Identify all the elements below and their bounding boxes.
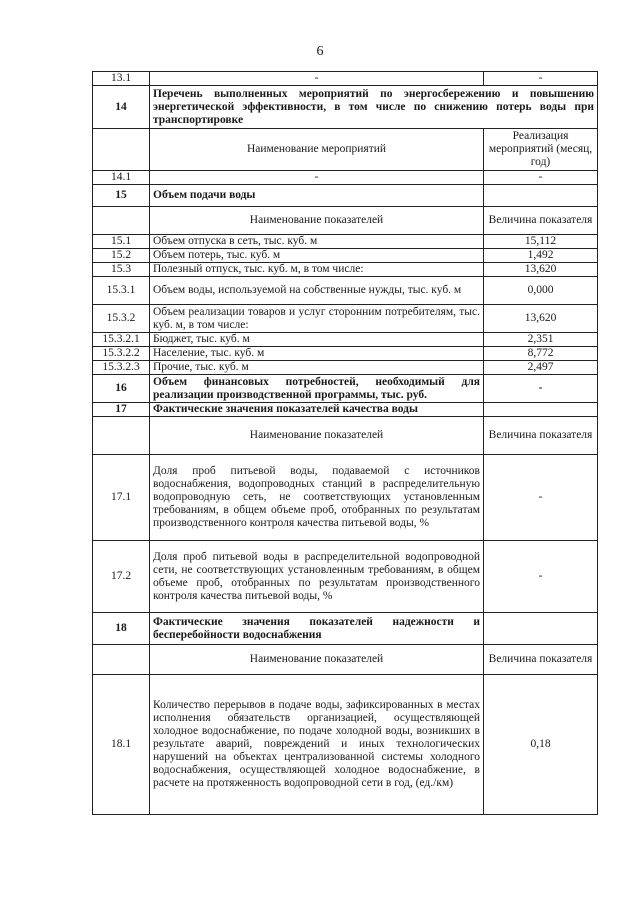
section-title: Перечень выполненных мероприятий по энергосбережению и повышению энергетической эффективности, в том числе по снижению потерь воды при транспортировке (150, 86, 598, 129)
section-value (484, 403, 598, 417)
table-row (93, 455, 598, 541)
item-text: Полезный отпуск, тыс. куб. м, в том числе: (150, 263, 484, 277)
table-row (93, 235, 598, 249)
item-number: 15.3.1 (93, 277, 150, 305)
section-value (484, 185, 598, 207)
item-number: 17.2 (93, 541, 150, 613)
section-title: Фактические значения показателей качества воды (150, 403, 484, 417)
table-row (93, 417, 598, 455)
table-row (93, 277, 598, 305)
table-row (93, 263, 598, 277)
item-value: - (484, 171, 598, 185)
section-title: Объем финансовых потребностей, необходимый для реализации производственной программы, тыс. руб. (150, 375, 484, 403)
item-text: Объем реализации товаров и услуг сторонним потребителям, тыс. куб. м, в том числе: (150, 305, 484, 333)
table-row (93, 207, 598, 235)
section-value (484, 613, 598, 645)
table-row (93, 375, 598, 403)
item-number: 15.2 (93, 249, 150, 263)
item-number: 14.1 (93, 171, 150, 185)
item-value: - (484, 455, 598, 541)
column-header-name: Наименование показателей (150, 417, 484, 455)
table-row (93, 347, 598, 361)
row-number-cell (93, 417, 150, 455)
page-number: 6 (316, 44, 324, 59)
item-text: Количество перерывов в подаче воды, зафиксированных в местах исполнения обязательств организацией, осуществляющей холодное водоснабжение, по подаче холодной воды, возникших в результате аварий, повреждений и иных технологических нарушений на объектах централизованной системы холодного водоснабжения, осуществляющей холодное водоснабжение, в расчете на протяженность водопроводной сети в год, (ед./км) (150, 675, 484, 815)
item-value: 15,112 (484, 235, 598, 249)
column-header-name: Наименование показателей (150, 207, 484, 235)
item-number: 13.1 (93, 72, 150, 86)
report-table (92, 71, 598, 815)
item-number: 18.1 (93, 675, 150, 815)
section-number: 16 (93, 375, 150, 403)
item-number: 15.3.2.3 (93, 361, 150, 375)
item-text: Объем потерь, тыс. куб. м (150, 249, 484, 263)
column-header-value: Величина показателя (484, 417, 598, 455)
item-value: - (484, 541, 598, 613)
item-number: 15.3.2.1 (93, 333, 150, 347)
item-text: Доля проб питьевой воды в распределительной водопроводной сети, не соответствующих установленным требованиям, в общем объеме проб, отобранных по результатам производственного контроля качества питьевой воды, % (150, 541, 484, 613)
table-row (93, 171, 598, 185)
item-value: 13,620 (484, 305, 598, 333)
item-number: 17.1 (93, 455, 150, 541)
item-value: - (484, 72, 598, 86)
item-number: 15.1 (93, 235, 150, 249)
table-row (93, 185, 598, 207)
item-number: 15.3.2.2 (93, 347, 150, 361)
item-text: Население, тыс. куб. м (150, 347, 484, 361)
row-number-cell (93, 207, 150, 235)
column-header-name: Наименование показателей (150, 645, 484, 675)
item-number: 15.3 (93, 263, 150, 277)
table-row (93, 361, 598, 375)
item-number: 15.3.2 (93, 305, 150, 333)
item-value: 8,772 (484, 347, 598, 361)
item-text: Объем воды, используемой на собственные нужды, тыс. куб. м (150, 277, 484, 305)
item-value: 2,497 (484, 361, 598, 375)
table-row (93, 249, 598, 263)
item-value: 0,18 (484, 675, 598, 815)
section-number: 15 (93, 185, 150, 207)
section-title: Объем подачи воды (150, 185, 484, 207)
table-row (93, 645, 598, 675)
item-text: Объем отпуска в сеть, тыс. куб. м (150, 235, 484, 249)
section-number: 14 (93, 86, 150, 129)
item-text: Прочие, тыс. куб. м (150, 361, 484, 375)
item-text: - (150, 171, 484, 185)
section-value: - (484, 375, 598, 403)
table-row (93, 305, 598, 333)
column-header-value: Реализация мероприятий (месяц, год) (484, 129, 598, 171)
report-table-body (93, 72, 598, 815)
column-header-value: Величина показателя (484, 207, 598, 235)
item-text: Доля проб питьевой воды, подаваемой с источников водоснабжения, водопроводных станций в распределительную водопроводную сеть, не соответствующих установленным требованиям, в общем объеме проб, отобранных по результатам производственного контроля качества питьевой воды, % (150, 455, 484, 541)
item-value: 1,492 (484, 249, 598, 263)
item-text: Бюджет, тыс. куб. м (150, 333, 484, 347)
section-number: 17 (93, 403, 150, 417)
item-value: 0,000 (484, 277, 598, 305)
table-row (93, 333, 598, 347)
table-row (93, 129, 598, 171)
row-number-cell (93, 129, 150, 171)
table-row (93, 675, 598, 815)
section-title: Фактические значения показателей надежности и бесперебойности водоснабжения (150, 613, 484, 645)
row-number-cell (93, 645, 150, 675)
column-header-value: Величина показателя (484, 645, 598, 675)
table-row (93, 86, 598, 129)
item-text: - (150, 72, 484, 86)
table-row (93, 613, 598, 645)
item-value: 2,351 (484, 333, 598, 347)
table-row (93, 72, 598, 86)
table-row (93, 403, 598, 417)
item-value: 13,620 (484, 263, 598, 277)
section-number: 18 (93, 613, 150, 645)
table-row (93, 541, 598, 613)
column-header-name: Наименование мероприятий (150, 129, 484, 171)
